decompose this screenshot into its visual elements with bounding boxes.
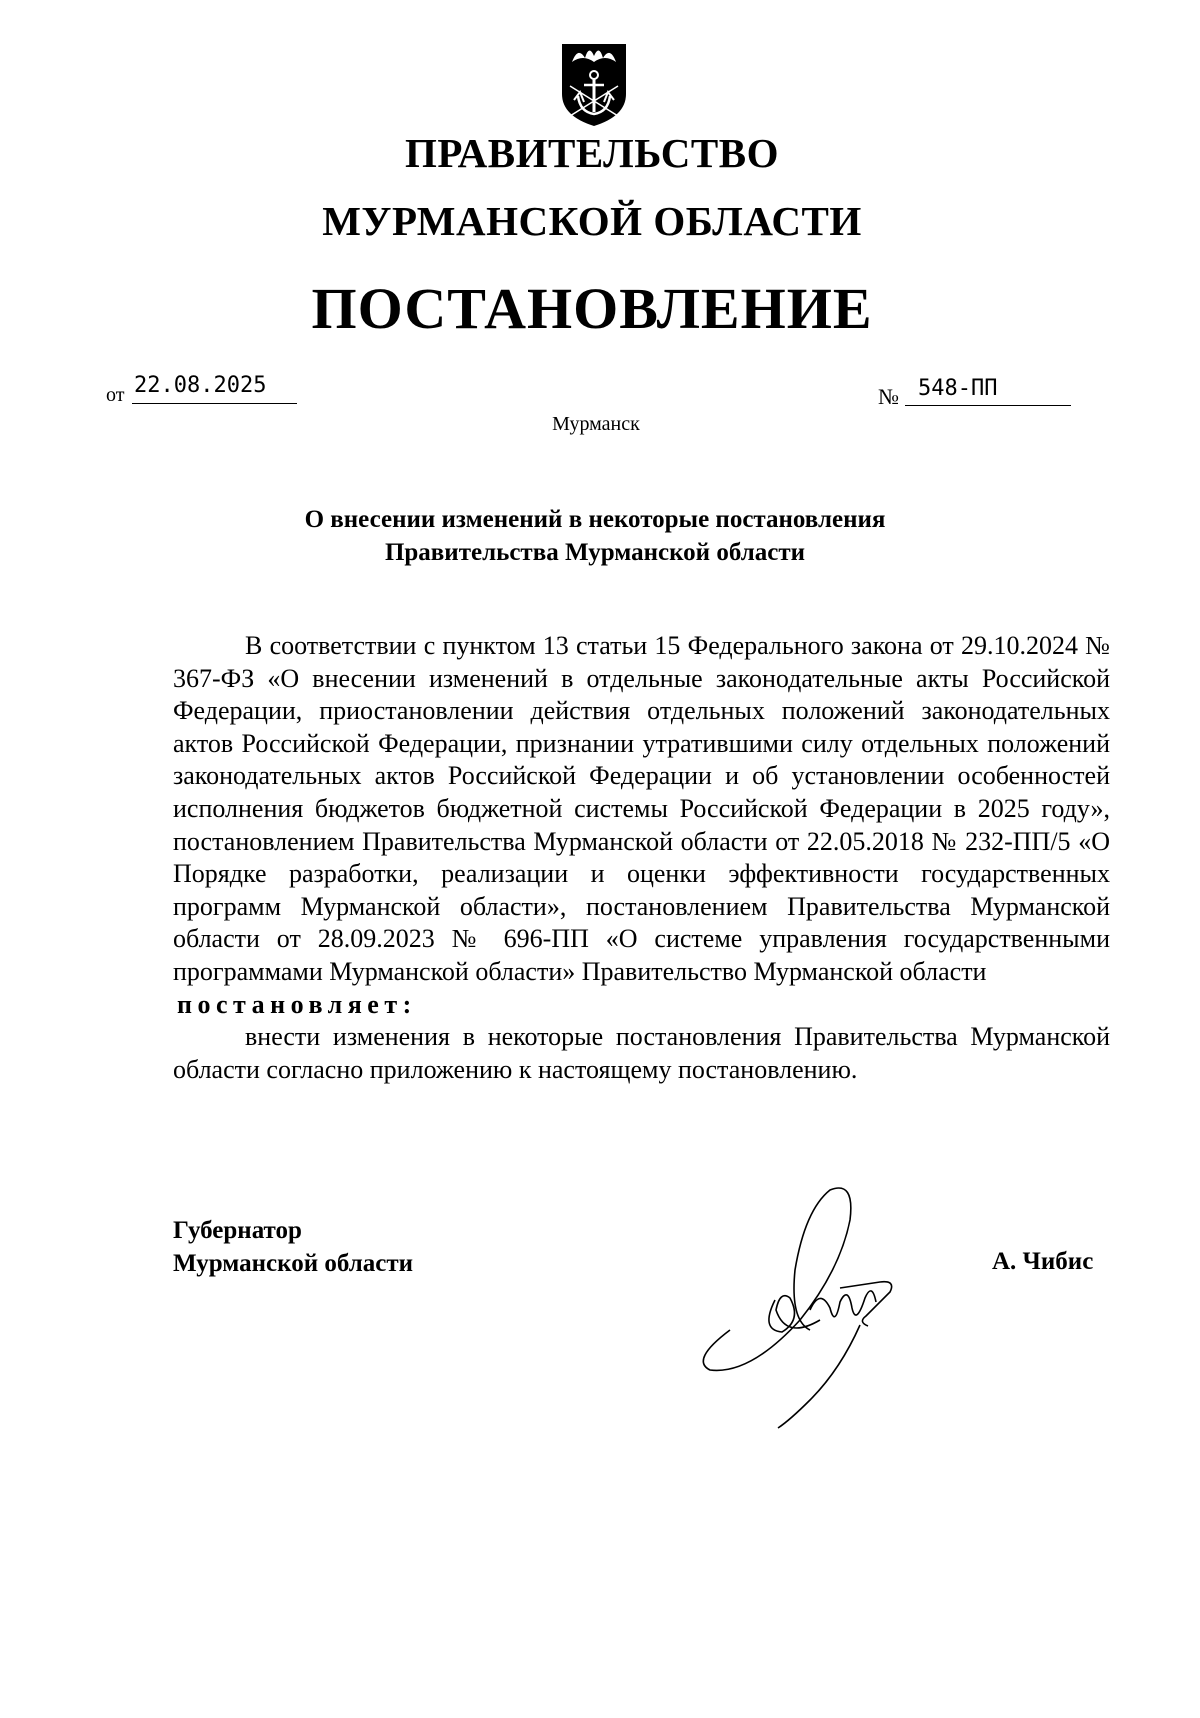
document-title-line1: О внесении изменений в некоторые постановления (304, 506, 886, 533)
body-paragraph-2-text: внести изменения в некоторые постановления Правительства Мурманской области согласно приложению к настоящему постановлению. (173, 1022, 1110, 1084)
resolves-line (173, 989, 1110, 1022)
resolves-keyword: постановляет: (177, 989, 417, 1019)
document-type: ПОСТАНОВЛЕНИЕ (311, 276, 873, 341)
document-date: 22.08.2025 (134, 373, 267, 398)
document-body (173, 630, 1110, 1086)
number-sign: № (878, 384, 899, 409)
body-paragraph-1 (173, 630, 1110, 989)
handwritten-signature (690, 1170, 940, 1432)
document-title (120, 503, 1070, 569)
signatory-position (173, 1214, 413, 1280)
organization-name-line2: МУРМАНСКОЙ ОБЛАСТИ (322, 198, 862, 244)
organization-name-line1: ПРАВИТЕЛЬСТВО (404, 130, 780, 176)
signatory-position-line1: Губернатор (173, 1217, 302, 1244)
signatory-position-line2: Мурманской области (173, 1250, 414, 1277)
coat-of-arms-emblem (558, 36, 630, 128)
number-underline (905, 405, 1071, 406)
date-prefix: от (106, 384, 125, 406)
body-paragraph-1-text: В соответствии с пунктом 13 статьи 15 Федерального закона от 29.10.2024 № 367-ФЗ «О внесении изменений в отдельные законодательные акты Российской Федерации, приостановлении действия отдельных положений законодательных актов Российской Федерации, признании утратившими силу отдельных положений законодательных актов Российской Федерации и об установлении особенностей исполнения бюджетов бюджетной системы Российской Федерации в 2025 году», постановлением Правительства Мурманской области от 22.05.2018 № 232-ПП/5 «О Порядке разработки, реализации и оценки эффективности государственных программ Мурманской области», постановлением Правительства Мурманской области от 28.09.2023 № 696-ПП «О системе управления государственными программами Мурманской области» Правительство Мурманской области (173, 631, 1110, 986)
city-name: Мурманск (552, 413, 640, 435)
document-number: 548-ПП (918, 376, 998, 401)
signatory-name: А. Чибис (992, 1248, 1094, 1275)
date-underline (132, 403, 297, 404)
body-paragraph-2 (173, 1021, 1110, 1086)
document-title-line2: Правительства Мурманской области (384, 539, 806, 566)
